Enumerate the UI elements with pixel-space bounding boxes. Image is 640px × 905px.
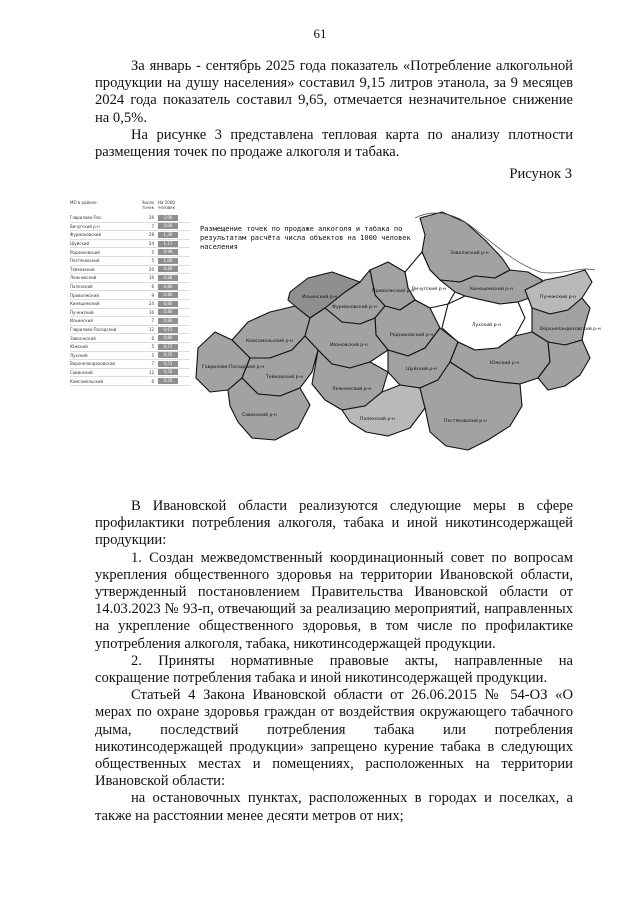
legend-row-name: Комсомольский bbox=[70, 378, 104, 384]
legend-row-value: 0,57 bbox=[158, 344, 178, 350]
legend-row-count: 12 bbox=[148, 327, 154, 333]
figure-heatmap bbox=[70, 200, 610, 488]
list-item-2: 2. Приняты нормативные правовые акты, направленные на сокращение потребления табака и иной никотинсодержащей продукции. bbox=[95, 652, 573, 687]
legend-row-value: 0,88 bbox=[158, 275, 178, 281]
legend-row-value: 0,80 bbox=[158, 309, 178, 315]
label-zavolzhsky: Заволжский р-н bbox=[450, 251, 489, 256]
legend-row-name: Гаврилово-Пос. bbox=[70, 215, 103, 221]
legend-row-count: 28 bbox=[148, 232, 154, 238]
legend-row-name: Савинский bbox=[70, 369, 93, 375]
legend-row-value: 0,80 bbox=[158, 292, 178, 298]
legend-row-name: Шуйский bbox=[70, 241, 90, 247]
legend-row-name: Фурмановский bbox=[70, 232, 102, 238]
legend-row-value: 4,00 bbox=[158, 223, 178, 229]
label-shuya: Шуйский р-н bbox=[406, 367, 437, 372]
legend-row-name: Верхнеландеховский bbox=[70, 361, 116, 367]
legend-row-name: Пестяковский bbox=[70, 258, 100, 264]
legend-row-count: 26 bbox=[148, 215, 154, 221]
legend-row-name: Тейковский bbox=[70, 266, 95, 272]
legend-row-count: 16 bbox=[148, 275, 154, 281]
legend-row-name: Лухский bbox=[70, 352, 88, 358]
legend-row-value: 0,89 bbox=[158, 266, 178, 272]
legend-row-name: Палехский bbox=[70, 284, 93, 290]
legend-row-count: 5 bbox=[151, 352, 154, 358]
legend-row-count: 5 bbox=[151, 258, 154, 264]
legend-row-count: 6 bbox=[151, 378, 154, 384]
page-number: 61 bbox=[313, 26, 327, 41]
legend-row-value: 0,55 bbox=[158, 352, 178, 358]
legend-row-count: 7 bbox=[151, 361, 154, 367]
label-savino: Савинский р-н bbox=[242, 413, 278, 418]
label-vichuga: Вичугский р-н bbox=[412, 287, 447, 292]
paragraph-figure-reference: На рисунке 3 представлена тепловая карта по анализу плотности размещения точек по продаже алкоголя и табака. bbox=[95, 126, 573, 161]
label-palekh: Палехский р-н bbox=[360, 417, 396, 422]
legend-row-name: Заволжский bbox=[70, 335, 96, 341]
legend-row-value: 0,56 bbox=[158, 369, 178, 375]
label-luh: Лухский р-н bbox=[472, 323, 502, 328]
map-title: Размещение точек по продаже алкоголя и табака по результатам расчёта числа объектов на 1000 человек населения bbox=[200, 225, 411, 251]
label-gavrilov: Гаврилово-Посадский р-н bbox=[202, 365, 265, 370]
legend-row-count: 24 bbox=[148, 301, 154, 307]
legend-row-count: 6 bbox=[151, 284, 154, 290]
legend-row-value: 1,00 bbox=[158, 258, 178, 264]
label-verhnelandeh: Верхнеландеховский р-н bbox=[540, 327, 601, 332]
legend-row-count: 7 bbox=[151, 318, 154, 324]
legend-row-value: 0,80 bbox=[158, 301, 178, 307]
label-puchezh: Пучежский р-н bbox=[540, 295, 577, 300]
legend-row-name: Ильинский bbox=[70, 318, 93, 324]
legend-row-value: 3,00 bbox=[158, 215, 178, 221]
legend-row-value: 0,80 bbox=[158, 335, 178, 341]
label-ivanovo: Ивановский р-н bbox=[330, 343, 368, 348]
intro-block bbox=[95, 58, 573, 161]
paragraph-alcohol-consumption: За январь - сентябрь 2025 года показатель «Потребление алкогольной продукции на душу населения» составил 9,15 литров этанола, за 9 месяцев 2024 года показатель составил 9,65, отмечается незначительное снижение на 0,5%. bbox=[95, 58, 573, 126]
legend-row-value: 0,51 bbox=[158, 361, 178, 367]
label-ilyinsky: Ильинский р-н bbox=[302, 295, 338, 300]
legend-header-name: МО в районе bbox=[70, 200, 97, 205]
legend-row-count: 12 bbox=[148, 369, 154, 375]
legend-row-count: 6 bbox=[151, 335, 154, 341]
legend-header-count: Число точек bbox=[141, 200, 154, 210]
legend-row-name: Вичугский р-н bbox=[70, 223, 100, 229]
legend-row-count: 20 bbox=[148, 266, 154, 272]
label-rodniki: Родниковский р-н bbox=[390, 333, 434, 338]
legend-row-count: 7 bbox=[151, 223, 154, 229]
paragraph-measures: В Ивановской области реализуются следующие меры в сфере профилактики потребления алкоголя, табака и иной никотинсодержащей продукции: bbox=[95, 498, 573, 549]
list-item-1: 1. Создан межведомственный координационный совет по вопросам укрепления общественного здоровья на территории Ивановской области, утвержденный постановлением Правительства Ивановской области от 14.03.2023 № 93-п, отвечающий за реализацию мероприятий, направленных на укрепление общественного здоровья, в том числе по профилактике употребления алкоголя, табака, никотинсодержащей продукции. bbox=[95, 549, 573, 652]
legend-row-value: 0,80 bbox=[158, 284, 178, 290]
legend-header-value: На 1000 человек bbox=[158, 200, 176, 210]
paragraph-stops: на остановочных пунктах, расположенных в городах и поселках, а также на расстоянии менее десяти метров от них; bbox=[95, 790, 573, 824]
measures-block bbox=[95, 498, 573, 825]
legend-row-name: Пучежский bbox=[70, 309, 94, 315]
label-privolzhsky: Приволжский р-н bbox=[372, 289, 415, 294]
label-lezhnevo: Лежневский р-н bbox=[332, 387, 372, 392]
label-furmanovo: Фурмановский р-н bbox=[332, 305, 377, 310]
legend-row-name: Южский bbox=[70, 344, 88, 350]
legend-row-count: 5 bbox=[151, 249, 154, 255]
legend-row-count: 16 bbox=[148, 309, 154, 315]
legend-row-value: 0,99 bbox=[158, 249, 178, 255]
label-kineshma: Кинешемский р-н bbox=[470, 287, 513, 292]
legend-row-value: 0,50 bbox=[158, 378, 178, 384]
label-teikovo: Тейковский р-н bbox=[266, 375, 304, 380]
label-yuzha: Южский р-н bbox=[490, 361, 520, 366]
legend-row-value: 1,17 bbox=[158, 241, 178, 247]
legend-row-count: 5 bbox=[151, 344, 154, 350]
legend-row-name: Гаврилово-Посадский bbox=[70, 327, 117, 333]
legend-row-name: Родниковский bbox=[70, 249, 100, 255]
label-komsomolsk: Комсомольский р-н bbox=[246, 339, 294, 344]
legend-row-name: Кинешемский bbox=[70, 301, 100, 307]
legend-row-value: 0,61 bbox=[158, 327, 178, 333]
label-pestyaki: Пестяковский р-н bbox=[444, 419, 487, 424]
legend-row-value: 1,39 bbox=[158, 232, 178, 238]
legend-row-name: Приволжский bbox=[70, 292, 99, 298]
legend-row-value: 0,80 bbox=[158, 318, 178, 324]
legend-row-count: 24 bbox=[148, 241, 154, 247]
paragraph-law: Статьей 4 Закона Ивановской области от 26.06.2015 № 54-ОЗ «О мерах по охране здоровья граждан от воздействия окружающего табачного дыма, последствий потребления табака или потребления никотинсодержащей продукции» запрещено курение табака в следующих общественных местах и помещениях, расположенных на территории Ивановской области: bbox=[95, 687, 573, 790]
legend-row-count: 9 bbox=[151, 292, 154, 298]
legend-row-name: Лежневский bbox=[70, 275, 97, 281]
figure-caption: Рисунок 3 bbox=[509, 166, 572, 182]
